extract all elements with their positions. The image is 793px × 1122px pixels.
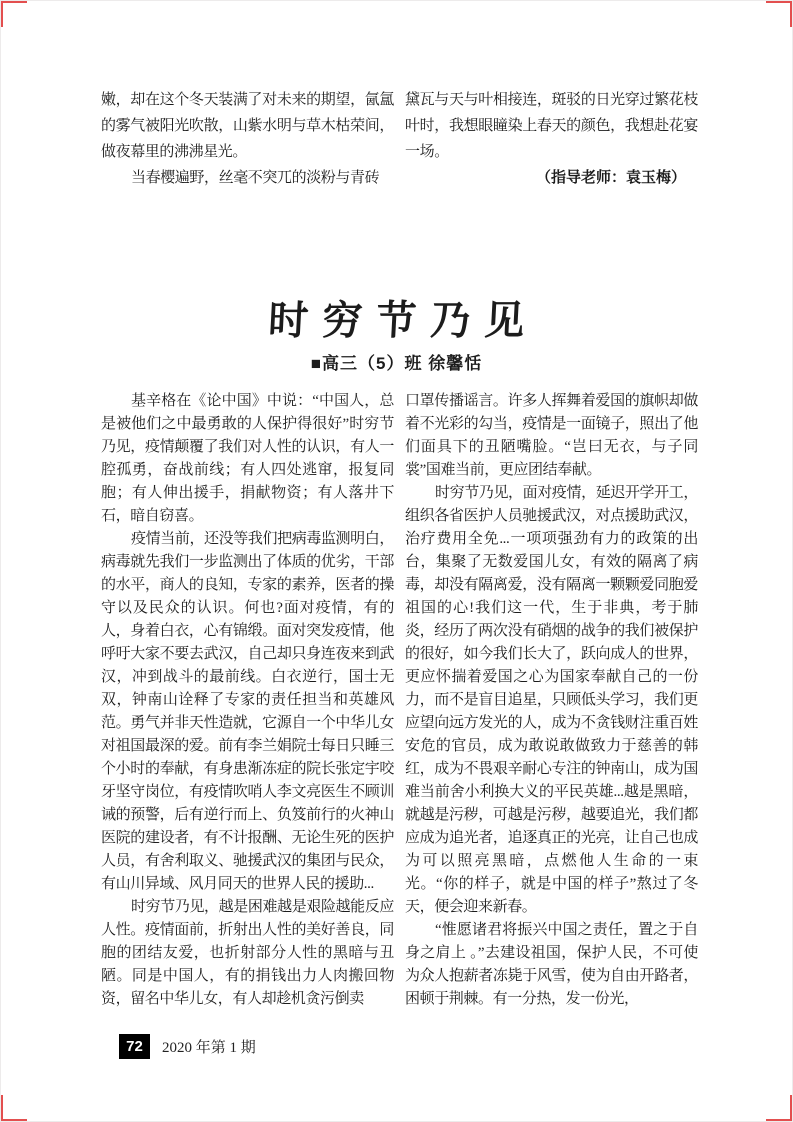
essay-title: 时穷节乃见 (267, 297, 540, 344)
crop-mark-top-left (1, 1, 27, 27)
previous-article-left-column (101, 87, 394, 191)
paragraph: 黛瓦与天与叶相接连，斑驳的日光穿过繁花枝叶时，我想眼瞳染上春天的颜色，我想赴花宴一场。 (405, 92, 698, 160)
teacher-credit: （指导老师：袁玉梅） (535, 169, 686, 186)
essay-right-column (405, 390, 698, 1011)
crop-mark-bottom-left (1, 1095, 27, 1121)
page-footer (119, 1034, 256, 1059)
paragraph: 疫情当前，还没等我们把病毒监测明白，病毒就先我们一步监测出了体质的优劣，干部的水平，商人的良知，专家的素养，医者的操守以及民众的认识。何也?面对疫情，有的人，身着白衣，心有锦缎。面对突发疫情，他呼吁大家不要去武汉，自己却只身连夜来到武汉，冲到战斗的最前线。白衣逆行，国士无双，钟南山诠释了专家的责任担当和英雄风范。勇气并非天性造就，它源自一个中华儿女对祖国最深的爱。前有李兰娟院士每日只睡三个小时的奉献，有身患渐冻症的院长张定宇咬牙坚守岗位，有疫情吹哨人李文亮医生不顾训诫的预警，后有逆行而上、负笈前行的火神山医院的建设者，有不计报酬、无论生死的医护人员，有舍利取义、驰援武汉的集团与民众，有山川异域、风月同天的世界人民的援助... (101, 531, 394, 892)
paragraph: 嫩，却在这个冬天装满了对未来的期望，氤氲的雾气被阳光吹散，山紫水明与草木枯荣间，做夜幕里的沸沸星光。 (101, 92, 394, 160)
issue-label: 2020 年第 1 期 (162, 1040, 256, 1056)
crop-mark-top-right (766, 1, 792, 27)
essay-left-column (101, 390, 394, 1011)
paragraph: 当春樱遍野，丝毫不突兀的淡粉与青砖 (131, 170, 380, 186)
paragraph: 口罩传播谣言。许多人挥舞着爱国的旗帜却做着不光彩的勾当，疫情是一面镜子，照出了他们面具下的丑陋嘴脸。“岂曰无衣，与子同裳”国难当前，更应团结奉献。 (405, 393, 698, 478)
previous-article-right-column (405, 87, 698, 191)
paragraph: 时穷节乃见，面对疫情，延迟开学开工，组织各省医护人员驰援武汉，对点援助武汉，治疗费用全免...一项项强劲有力的政策的出台，集聚了无数爱国儿女，有效的隔离了病毒，却没有隔离爱，没有隔离一颗颗爱同胞爱祖国的心!我们这一代，生于非典，考于肺炎，经历了两次没有硝烟的战争的我们被保护的很好，如今我们长大了，跃向成人的世界，更应怀揣着爱国之心为国家奉献自己的一份力，而不是盲目追星，只顾低头学习，我们更应望向远方发光的人，成为不贪钱财注重百姓安危的官员，成为敢说敢做致力于慈善的韩红，成为不畏艰辛耐心专注的钟南山，成为国难当前舍小利换大义的平民英雄...越是黑暗，就越是污秽，可越是污秽，越要追光，我们都应成为追光者，追逐真正的光亮，让自己也成为可以照亮黑暗，点燃他人生命的一束光。“你的样子，就是中国的样子”熬过了冬天，便会迎来新春。 (405, 485, 698, 915)
essay-byline: ■高三（5）班 徐馨恬 (310, 354, 483, 373)
page-number-badge: 72 (119, 1034, 150, 1059)
paragraph: “惟愿诸君将振兴中国之责任，置之于自身之肩上 。”去建设祖国，保护人民，不可使为众人抱薪者冻毙于风雪，使为自由开路者，困顿于荆棘。有一分热，发一份光， (405, 922, 698, 1007)
paragraph: 基辛格在《论中国》中说：“中国人，总是被他们之中最勇敢的人保护得很好”时穷节乃见，疫情颠覆了我们对人性的认识，有人一腔孤勇，奋战前线；有人四处逃窜，报复同胞；有人伸出援手，捐献物资；有人落井下石，暗自窃喜。 (101, 393, 394, 524)
crop-mark-bottom-right (766, 1095, 792, 1121)
paragraph: 时穷节乃见，越是困难越是艰险越能反应人性。疫情面前，折射出人性的美好善良，同胞的团结友爱，也折射部分人性的黑暗与丑陋。同是中国人，有的捐钱出力人肉搬回物资，留名中华儿女，有人却趁机贪污倒卖 (101, 899, 394, 1007)
